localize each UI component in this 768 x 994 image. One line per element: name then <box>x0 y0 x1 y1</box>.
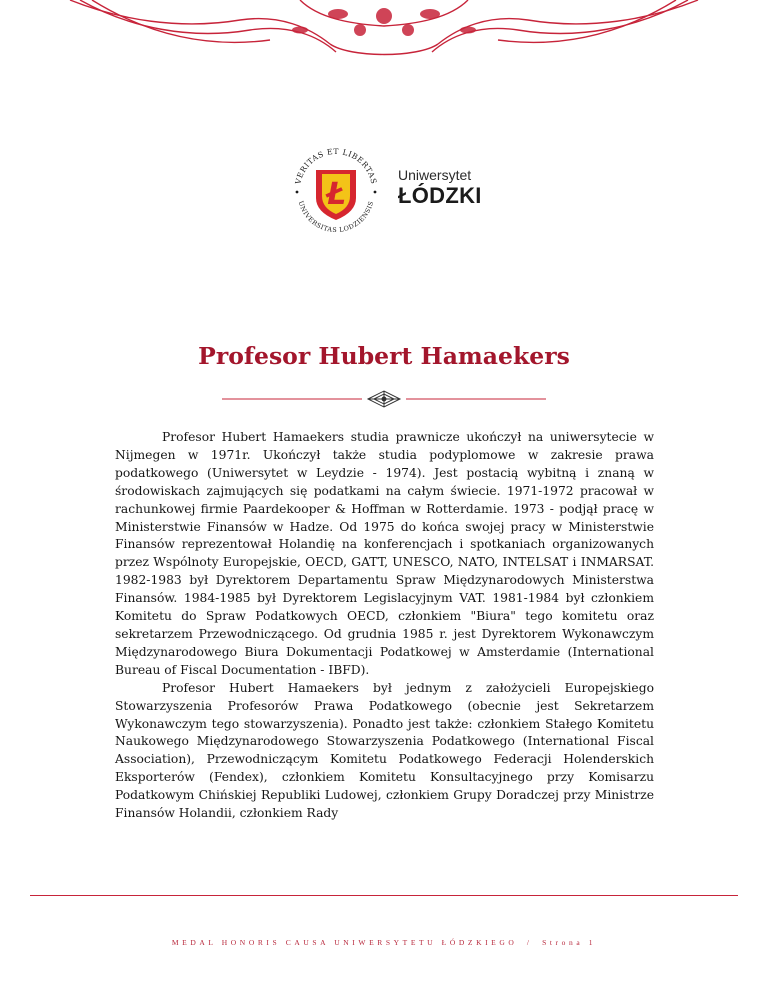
university-logo <box>286 138 496 238</box>
footer-rule <box>30 895 738 896</box>
logo-subtitle: Uniwersytet <box>398 167 472 183</box>
svg-text:Ł: Ł <box>326 177 346 212</box>
page-title: Profesor Hubert Hamaekers <box>198 342 570 370</box>
svg-text:UNIVERSITAS LODZIENSIS: UNIVERSITAS LODZIENSIS <box>296 200 376 235</box>
page-footer <box>0 938 768 947</box>
top-ornament <box>0 0 768 60</box>
footer-separator: / <box>526 938 533 947</box>
svg-text:VERITAS ET LIBERTAS: VERITAS ET LIBERTAS <box>293 146 379 186</box>
logo-name: ŁÓDZKI <box>398 183 482 208</box>
biography-text <box>115 429 654 823</box>
paragraph: Profesor Hubert Hamaekers był jednym z założycieli Europejskiego Stowarzyszenia Profesorów Prawa Podatkowego (obecnie jest Sekretarzem Wykonawczym tego stowarzyszenia). Ponadto jest także: członkiem Stałego Komitetu Naukowego Międzynarodowego Stowarzyszenia Podatkowego (International Fiscal Association), Przewodniczącym Komitetu Podatkowego Federacji Holenderskich Eksporterów (Fendex), członkiem Komitetu Konsultacyjnego przy Komisarzu Podatkowym Chińskiej Republiki Ludowej, członkiem Grupy Doradczej przy Ministrze Finansów Holandii, członkiem Rady <box>115 680 654 821</box>
paragraph: Profesor Hubert Hamaekers studia prawnicze ukończył na uniwersytecie w Nijmegen w 1971r. Ukończył także studia podyplomowe w zakresie prawa podatkowego (Uniwersytet w Leydzie - 1974). Jest postacią wybitną i znaną w środowiskach zajmujących się podatkami na całym świecie. 1971-1972 pracował w rachunkowej firmie Paardekooper & Hoffman w Rotterdamie. 1973 - podjął pracę w Ministerstwie Finansów w Hadze. Od 1975 do końca swojej pracy w Ministerstwie Finansów reprezentował Holandię na konferencjach i spotkaniach organizowanych przez Wspólnoty Europejskie, OECD, GATT, UNESCO, NATO, INTELSAT i INMARSAT. 1982-1983 był Dyrektorem Departamentu Spraw Międzynarodowych Ministerstwa Finansów. 1984-1985 był Dyrektorem Legislacyjnym VAT. 1981-1984 był członkiem Komitetu do Spraw Podatkowych OECD, członkiem "Biura" tego komitetu oraz sekretarzem Przewodniczącego. Od grudnia 1985 r. jest Dyrektorem Wykonawczym Międzynarodowego Biura Dokumentacji Podatkowej w Amsterdamie (International Bureau of Fiscal Documentation - IBFD). <box>115 430 654 677</box>
footer-title: MEDAL HONORIS CAUSA UNIWERSYTETU ŁÓDZKIEGO <box>171 938 518 947</box>
divider-ornament-icon <box>368 391 400 407</box>
university-seal-icon <box>286 138 386 238</box>
title-divider <box>222 388 546 410</box>
page-number: Strona 1 <box>542 938 597 947</box>
